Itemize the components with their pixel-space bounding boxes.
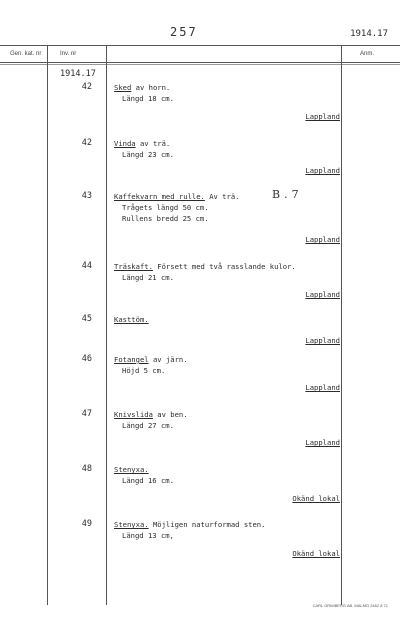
entry-place: Lappland [305, 290, 340, 299]
entry-place: Okänd lokal [292, 494, 340, 503]
entry-measurement: Längd 18 cm. [122, 94, 174, 103]
entry-title: Stenyxa. [114, 520, 149, 529]
column-divider-anm [341, 45, 342, 605]
entry-description [114, 315, 149, 324]
entry-text: Av trä. [204, 192, 240, 201]
series-year: 1914.17 [350, 29, 388, 39]
entry-text: av horn. [131, 83, 171, 92]
entry-place: Lappland [305, 235, 340, 244]
entry-place: Lappland [305, 336, 340, 345]
entry-title: Kasttöm. [114, 315, 149, 324]
entry-number: 42 [81, 138, 92, 148]
entry-measurement: Längd 23 cm. [122, 150, 174, 159]
handwritten-note: B.7 [272, 188, 303, 201]
entry-measurement: Höjd 5 cm. [122, 366, 166, 375]
entry-description [114, 139, 170, 148]
entry-title: Knivslida [114, 410, 153, 419]
entry-text: Försett med två rasslande kulor. [152, 262, 296, 271]
column-divider-inv [106, 45, 107, 605]
entry-place: Okänd lokal [292, 549, 340, 558]
entry-title: Sked [114, 83, 132, 92]
entry-description [114, 410, 188, 419]
entry-number: 43 [81, 191, 92, 201]
header-anm: Anm. [360, 51, 375, 57]
entry-description [114, 83, 170, 92]
entry-number: 47 [81, 409, 92, 419]
entry-number: 49 [81, 519, 92, 529]
entry-place: Lappland [305, 438, 340, 447]
header-top-rule [0, 45, 400, 46]
entry-text: av trä. [135, 139, 171, 148]
entry-text: Möjligen naturformad sten. [148, 520, 266, 529]
printer-footer: CARL GRIMBERG AB. MALMÖ 2462 8 71 [312, 603, 388, 608]
entry-measurement: Trågets längd 50 cm. [122, 203, 209, 212]
entry-measurement: Längd 13 cm, [122, 531, 174, 540]
entry-description [114, 262, 296, 271]
entry-title: Kaffekvarn med rulle. [114, 192, 205, 201]
entry-measurement: Längd 21 cm. [122, 273, 174, 282]
entry-title: Stenyxa. [114, 465, 149, 474]
header-inv-nr: Inv. nr [60, 51, 77, 57]
entry-text: av ben. [152, 410, 188, 419]
entry-measurement: Rullens bredd 25 cm. [122, 214, 209, 223]
entry-number: 44 [81, 261, 92, 271]
entry-measurement: Längd 27 cm. [122, 421, 174, 430]
entry-place: Lappland [305, 112, 340, 121]
entry-measurement: Längd 16 cm. [122, 476, 174, 485]
entry-number: 42 [81, 82, 92, 92]
entry-number: 45 [81, 314, 92, 324]
entry-description [114, 355, 188, 364]
entry-description [114, 465, 149, 474]
column-divider-gen-kat [47, 45, 48, 605]
entry-description [114, 520, 265, 529]
header-double-rule [0, 64, 400, 65]
entry-description [114, 192, 240, 201]
entry-text: av järn. [148, 355, 188, 364]
page-number: 257 [170, 25, 198, 39]
entry-place: Lappland [305, 166, 340, 175]
entry-number: 46 [81, 354, 92, 364]
entry-title: Fotangel [114, 355, 149, 364]
series-label: 1914.17 [60, 69, 96, 79]
header-bottom-rule [0, 62, 400, 63]
entry-title: Vinda [114, 139, 136, 148]
entry-title: Träskaft. [114, 262, 153, 271]
header-gen-kat: Gen. kat. nr [10, 51, 42, 57]
entry-number: 48 [81, 464, 92, 474]
entry-place: Lappland [305, 383, 340, 392]
